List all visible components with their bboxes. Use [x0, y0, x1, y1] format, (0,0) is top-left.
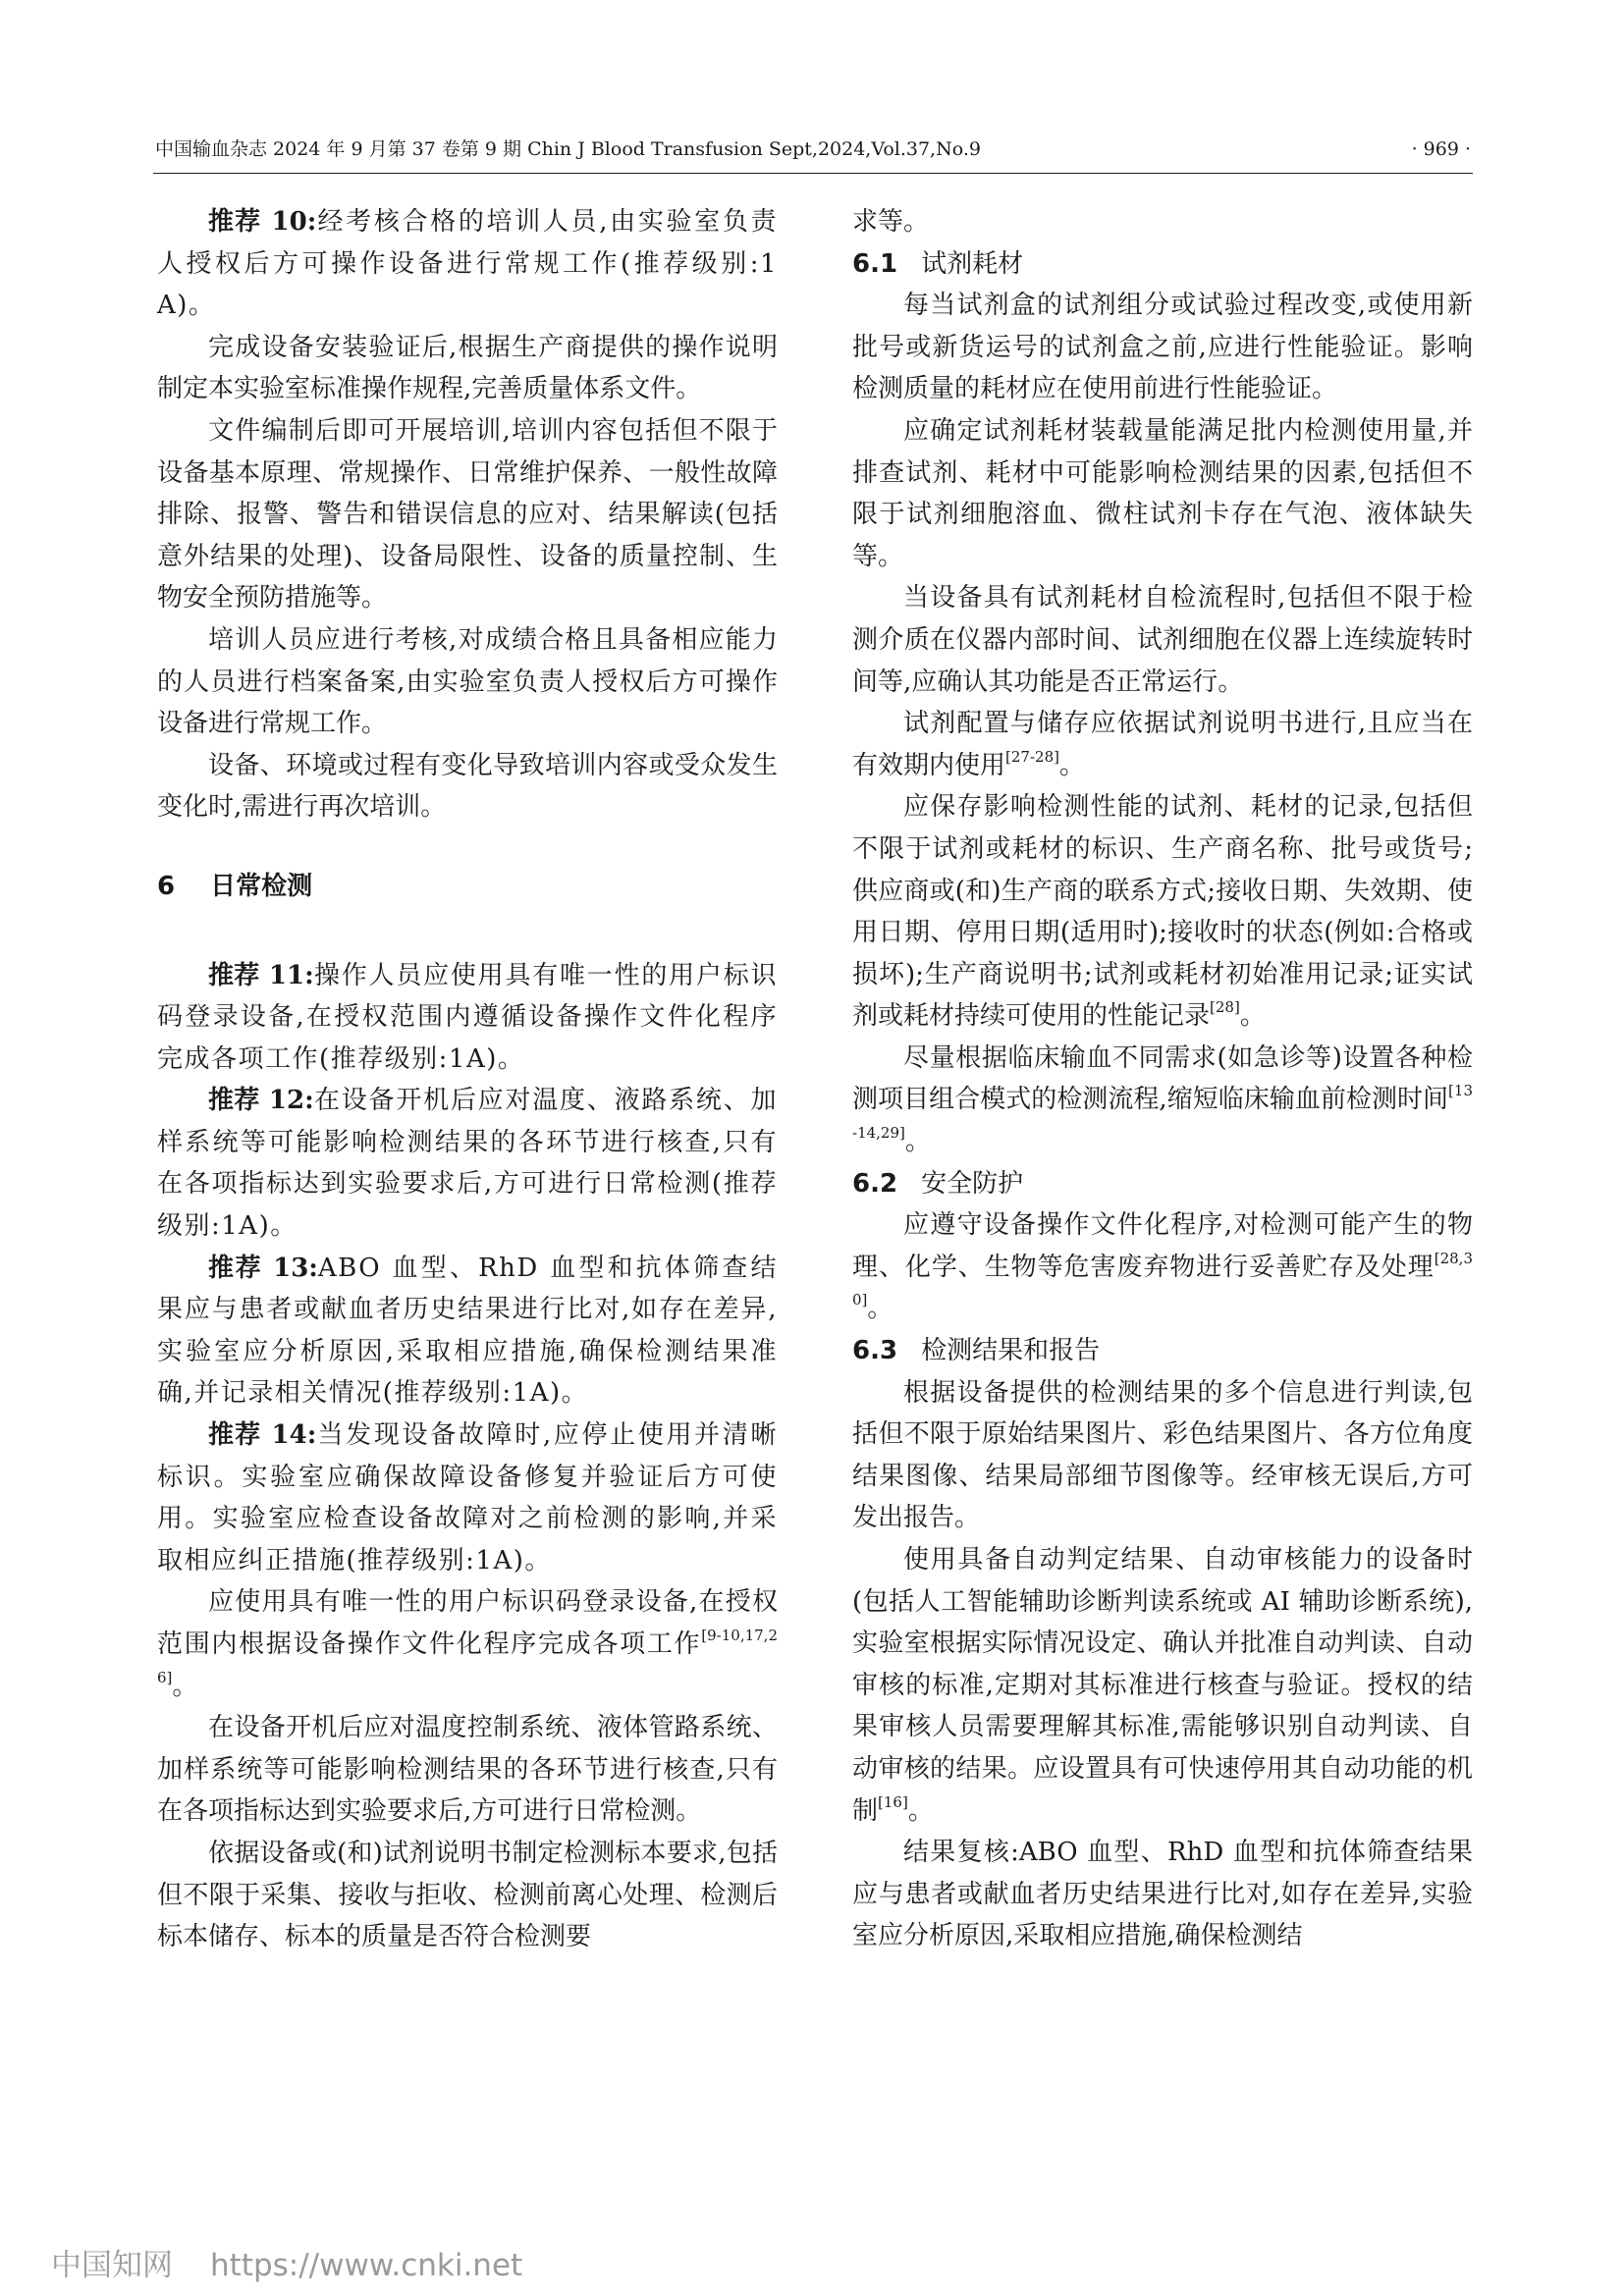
subsection-heading-6-2	[852, 1163, 1473, 1205]
section-heading-6	[157, 866, 778, 908]
cnki-watermark	[51, 2240, 522, 2284]
citation: [16]	[878, 1792, 908, 1811]
journal-info: 中国输血杂志 2024 年 9 月第 37 卷第 9 期 Chin J Blood Transfusion Sept,2024,Vol.37,No.9	[155, 138, 981, 160]
paragraph: 每当试剂盒的试剂组分或试验过程改变,或使用新批号或新货运号的试剂盒之前,应进行性能验证。影响检测质量的耗材应在使用前进行性能验证。	[852, 291, 1473, 404]
left-column	[157, 201, 778, 1958]
paragraph: 当设备具有试剂耗材自检流程时,包括但不限于检测介质在仪器内部时间、试剂细胞在仪器上连续旋转时间等,应确认其功能是否正常运行。	[852, 583, 1473, 697]
paragraph: 培训人员应进行考核,对成绩合格且具备相应能力的人员进行档案备案,由实验室负责人授权后方可操作设备进行常规工作。	[157, 624, 778, 739]
paragraph: 文件编制后即可开展培训,培训内容包括但不限于设备基本原理、常规操作、日常维护保养、一般性故障排除、报警、警告和错误信息的应对、结果解读(包括意外结果的处理)、设备局限性、设备的质量控制、生物安全预防措施等。	[157, 415, 778, 614]
recommendation-label: 推荐 11:	[208, 960, 314, 990]
recommendation-11: 推荐 11:操作人员应使用具有唯一性的用户标识码登录设备,在授权范围内遵循设备操作文件化程序完成各项工作(推荐级别:1A)。	[157, 960, 778, 1074]
paragraph: 完成设备安装验证后,根据生产商提供的操作说明制定本实验室标准操作规程,完善质量体系文件。	[157, 332, 778, 404]
paragraph: 应确定试剂耗材装载量能满足批内检测使用量,并排查试剂、耗材中可能影响检测结果的因素,包括但不限于试剂细胞溶血、微柱试剂卡存在气泡、液体缺失等。	[852, 415, 1473, 571]
recommendation-14: 推荐 14:当发现设备故障时,应停止使用并清晰标识。实验室应确保故障设备修复并验证后方可使用。实验室应检查设备故障对之前检测的影响,并采取相应纠正措施(推荐级别:1A)。	[157, 1420, 778, 1575]
page-number: · 969 ·	[1411, 138, 1471, 160]
paragraph: 尽量根据临床输血不同需求(如急诊等)设置各种检测项目组合模式的检测流程,缩短临床输血前检测时间[13-14,29]。	[852, 1042, 1473, 1157]
citation: [28,30]	[852, 1249, 1473, 1309]
section-title: 日常检测	[210, 871, 313, 901]
watermark-url: https://www.cnki.net	[210, 2248, 523, 2283]
subsection-number: 6.2	[852, 1168, 898, 1199]
recommendation-13: 推荐 13:ABO 血型、RhD 血型和抗体筛查结果应与患者或献血者历史结果进行比对,如存在差异,实验室应分析原因,采取相应措施,确保检测结果准确,并记录相关情况(推荐级别:1A)。	[157, 1253, 778, 1409]
recommendation-label: 推荐 10:	[208, 207, 317, 237]
spacer	[157, 908, 778, 955]
paragraph: 应使用具有唯一性的用户标识码登录设备,在授权范围内根据设备操作文件化程序完成各项工作[9-10,17,26]。	[157, 1587, 778, 1701]
paragraph: 设备、环境或过程有变化导致培训内容或受众发生变化时,需进行再次培训。	[157, 750, 778, 823]
subsection-heading-6-3	[852, 1330, 1473, 1372]
running-header	[155, 135, 1471, 163]
section-number: 6	[157, 871, 176, 901]
subsection-title: 试剂耗材	[921, 248, 1024, 279]
recommendation-10: 推荐 10:经考核合格的培训人员,由实验室负责人授权后方可操作设备进行常规工作(推荐级别:1A)。	[157, 207, 778, 321]
paragraph: 使用具备自动判定结果、自动审核能力的设备时(包括人工智能辅助诊断判读系统或 AI 辅助诊断系统),实验室根据实际情况设定、确认并批准自动判读、自动审核的标准,定期对其标准进行核查与验证。授权的结果审核人员需要理解其标准,需能够识别自动判读、自动审核的结果。应设置具有可快速停用其自动功能的机制[16]。	[852, 1545, 1473, 1826]
citation: [28]	[1210, 998, 1240, 1017]
paragraph: 应保存影响检测性能的试剂、耗材的记录,包括但不限于试剂或耗材的标识、生产商名称、批号或货号;供应商或(和)生产商的联系方式;接收日期、失效期、使用日期、停用日期(适用时);接收时的状态(例如:合格或损坏);生产商说明书;试剂或耗材初始准用记录;证实试剂或耗材持续可使用的性能记录[28]。	[852, 792, 1473, 1032]
recommendation-label: 推荐 12:	[208, 1086, 314, 1116]
paragraph: 应遵守设备操作文件化程序,对检测可能产生的物理、化学、生物等危害废弃物进行妥善贮存及处理[28,30]。	[852, 1210, 1473, 1324]
paragraph: 结果复核:ABO 血型、RhD 血型和抗体筛查结果应与患者或献血者历史结果进行比对,如存在差异,实验室应分析原因,采取相应措施,确保检测结	[852, 1838, 1473, 1951]
citation: [27-28]	[1005, 747, 1059, 766]
paragraph: 在设备开机后应对温度控制系统、液体管路系统、加样系统等可能影响检测结果的各环节进行核查,只有在各项指标达到实验要求后,方可进行日常检测。	[157, 1713, 778, 1827]
recommendation-label: 推荐 13:	[208, 1253, 318, 1283]
subsection-title: 安全防护	[921, 1168, 1024, 1199]
paragraph: 试剂配置与储存应依据试剂说明书进行,且应当在有效期内使用[27-28]。	[852, 709, 1473, 780]
subsection-number: 6.3	[852, 1336, 898, 1366]
recommendation-label: 推荐 14:	[208, 1420, 317, 1451]
header-rule	[153, 173, 1473, 174]
subsection-number: 6.1	[852, 248, 898, 279]
subsection-title: 检测结果和报告	[921, 1336, 1101, 1366]
paragraph: 依据设备或(和)试剂说明书制定检测标本要求,包括但不限于采集、接收与拒收、检测前离心处理、检测后标本储存、标本的质量是否符合检测要	[157, 1838, 778, 1952]
citation: [13-14,29]	[852, 1082, 1473, 1143]
right-column	[852, 201, 1473, 1957]
spacer	[157, 828, 778, 866]
paragraph: 根据设备提供的检测结果的多个信息进行判读,包括但不限于原始结果图片、彩色结果图片、各方位角度结果图像、结果局部细节图像等。经审核无误后,方可发出报告。	[852, 1377, 1473, 1533]
paragraph-continuation: 求等。	[852, 207, 930, 237]
watermark-brand: 中国知网	[51, 2248, 173, 2283]
subsection-heading-6-1	[852, 243, 1473, 286]
recommendation-12: 推荐 12:在设备开机后应对温度、液路系统、加样系统等可能影响检测结果的各环节进行核查,只有在各项指标达到实验要求后,方可进行日常检测(推荐级别:1A)。	[157, 1086, 778, 1242]
citation: [9-10,17,26]	[157, 1627, 778, 1686]
